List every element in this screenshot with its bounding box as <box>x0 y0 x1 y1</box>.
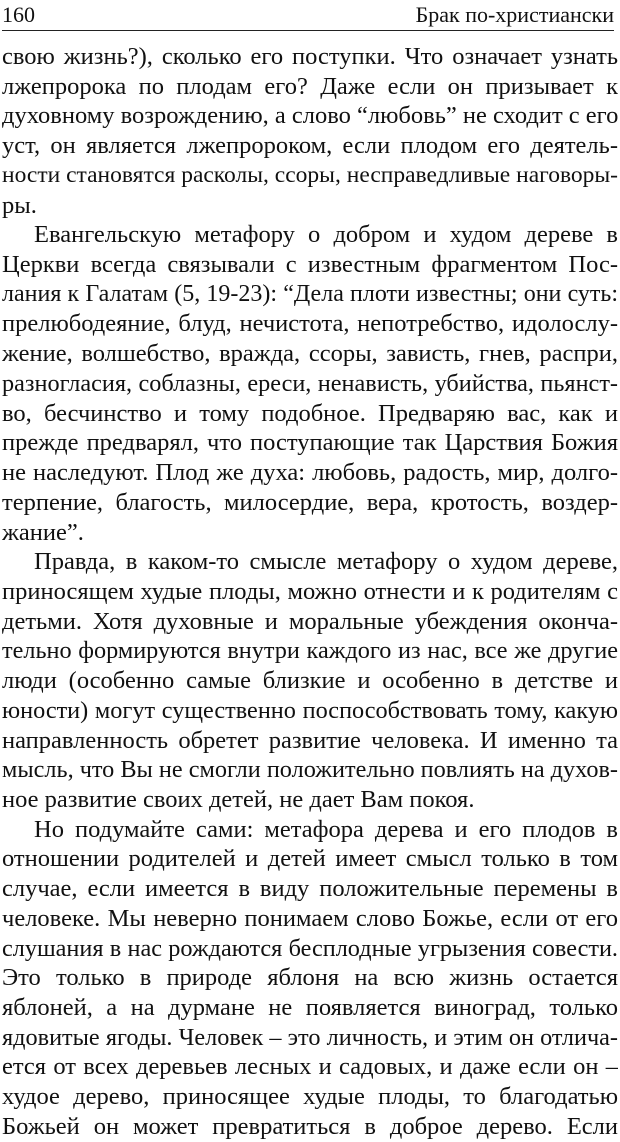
text-line: духовному возрождению, а слово “любовь” не сходит с его <box>2 102 618 130</box>
text-line: отношении родителей и детей имеет смысл только в том <box>2 845 618 873</box>
text-line: приносящем худые плоды, можно отнести и к родителям с <box>2 577 618 605</box>
text-line: ры. <box>2 191 37 219</box>
text-line: свою жизнь?), сколько его поступки. Что означает узнать <box>2 43 618 70</box>
text-line: не наследуют. Плод же духа: любовь, радость, мир, долго- <box>2 459 618 487</box>
text-line: лжепророка по плодам его? Даже если он призывает к <box>2 72 618 100</box>
text-line: человеке. Мы неверно понимаем слово Божье, если от его <box>2 904 618 932</box>
paragraph <box>2 42 618 220</box>
body-text <box>2 42 618 1142</box>
running-title: Брак по-христиански <box>415 2 614 27</box>
text-line: прелюбодеяние, блуд, нечистота, непотребство, идолослу- <box>2 310 618 338</box>
text-line: жание”. <box>2 518 84 546</box>
text-line: юности) могут существенно поспособствовать тому, какую <box>2 696 618 724</box>
text-line: мысль, что Вы не смогли положительно повлиять на духов- <box>2 756 618 784</box>
text-line: Но подумайте сами: метафора дерева и его плодов в <box>34 815 618 843</box>
text-line: ядовитые ягоды. Человек – это личность, и этим он отлича- <box>2 1023 618 1051</box>
paragraph <box>2 815 618 1142</box>
text-line: яблоней, а на дурмане не появляется виноград, только <box>2 994 618 1021</box>
text-line: Божьей он может превратиться в доброе дерево. Если <box>2 1112 618 1140</box>
text-line: ное развитие своих детей, не дает Вам покоя. <box>2 785 475 813</box>
page-header <box>2 0 614 31</box>
text-line: люди (особенно самые близкие и особенно в детстве и <box>2 667 618 695</box>
text-line: Евангельскую метафору о добром и худом дереве в <box>34 221 618 249</box>
paragraph <box>2 547 618 814</box>
text-line: детьми. Хотя духовные и моральные убеждения оконча- <box>2 607 618 635</box>
text-line: ется от всех деревьев лесных и садовых, и даже если он – <box>2 1053 618 1081</box>
text-line: Церкви всегда связывали с известным фрагментом Пос- <box>2 251 618 279</box>
text-line: прежде предварял, что поступающие так Царствия Божия <box>2 429 618 457</box>
text-line: ности становятся расколы, ссоры, несправедливые наговоры- <box>2 161 618 188</box>
text-line: Правда, в каком-то смысле метафору о худом дереве, <box>34 548 618 576</box>
header-rule <box>2 30 614 31</box>
text-line: слушания в нас рождаются бесплодные угрызения совести. <box>2 934 618 962</box>
text-line: худое дерево, приносящее худые плоды, то благодатью <box>2 1083 618 1111</box>
text-line: жение, волшебство, вражда, ссоры, зависть, гнев, распри, <box>2 340 618 368</box>
text-line: терпение, благость, милосердие, вера, кротость, воздер- <box>2 488 618 516</box>
text-line: уст, он является лжепророком, если плодом его деятель- <box>2 132 618 160</box>
text-line: лания к Галатам (5, 19-23): “Дела плоти известны; они суть: <box>2 280 618 307</box>
text-line: направленность обретет развитие человека. И именно та <box>2 726 618 754</box>
text-line: во, бесчинство и тому подобное. Предваряю вас, как и <box>2 399 618 427</box>
text-line: разногласия, соблазны, ереси, ненависть, убийства, пьянст- <box>2 369 618 397</box>
text-line: тельно формируются внутри каждого из нас, все же другие <box>2 637 618 665</box>
paragraph <box>2 220 618 547</box>
text-line: случае, если имеется в виду положительные перемены в <box>2 875 618 903</box>
page-number: 160 <box>2 2 35 27</box>
text-line: Это только в природе яблоня на всю жизнь остается <box>2 964 618 992</box>
